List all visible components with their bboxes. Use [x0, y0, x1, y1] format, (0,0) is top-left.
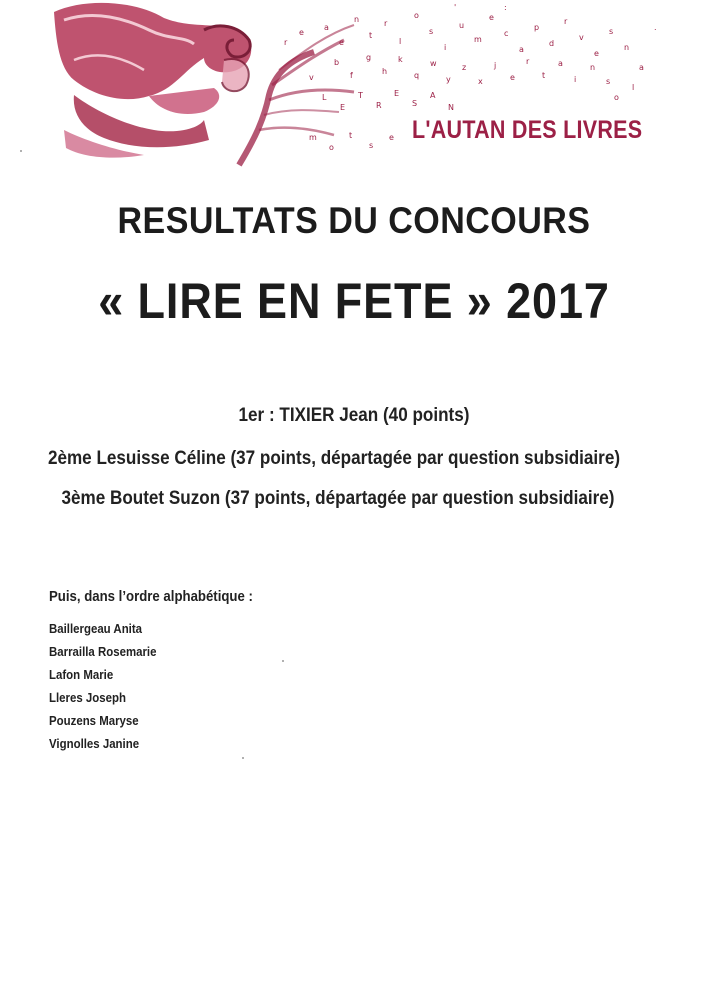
svg-text:t: t [542, 71, 546, 80]
contest-name: « LIRE EN FETE » 2017 [98, 273, 610, 329]
svg-text:s: s [369, 141, 374, 150]
svg-text:E: E [394, 89, 400, 98]
svg-text:n: n [590, 63, 596, 72]
svg-text:': ' [454, 3, 457, 12]
svg-text:k: k [398, 55, 403, 64]
others-list [49, 621, 171, 759]
list-item: Pouzens Maryse [49, 713, 139, 728]
svg-text:l: l [632, 83, 635, 92]
svg-text:A: A [430, 91, 436, 100]
svg-text:y: y [446, 75, 451, 84]
others-intro: Puis, dans l’ordre alphabétique : [49, 588, 253, 605]
svg-text:o: o [614, 93, 619, 102]
list-item: Baillergeau Anita [49, 621, 143, 636]
svg-text:e: e [299, 28, 304, 37]
svg-text:j: j [494, 61, 497, 70]
svg-text:q: q [414, 71, 420, 80]
svg-text:n: n [354, 15, 360, 24]
svg-text:m: m [309, 133, 317, 142]
winner-third: 3ème Boutet Suzon (37 points, départagée par question subsidiaire) [61, 488, 615, 509]
svg-text:m: m [474, 35, 482, 44]
svg-text:E: E [340, 103, 346, 112]
wind-figure-icon [54, 3, 251, 158]
svg-text:a: a [324, 23, 329, 32]
svg-text:o: o [329, 143, 334, 152]
svg-text:z: z [462, 63, 467, 72]
svg-text:T: T [358, 91, 363, 100]
svg-text:v: v [579, 33, 584, 42]
list-item: Barrailla Rosemarie [49, 644, 157, 659]
svg-text:t: t [369, 31, 373, 40]
svg-text:e: e [510, 73, 515, 82]
svg-text:p: p [534, 23, 540, 32]
svg-text:r: r [526, 57, 530, 66]
svg-text:h: h [382, 67, 388, 76]
svg-text:i: i [574, 75, 577, 84]
svg-text:s: s [606, 77, 611, 86]
svg-text:S: S [412, 99, 418, 108]
scan-speck [282, 660, 284, 662]
svg-text:g: g [366, 53, 372, 62]
svg-text:b: b [334, 58, 340, 67]
svg-text:r: r [384, 19, 388, 28]
svg-text:a: a [639, 63, 644, 72]
svg-text:x: x [478, 77, 483, 86]
svg-text:w: w [430, 59, 437, 68]
svg-text:R: R [376, 101, 382, 110]
tree-icon [239, 25, 354, 165]
scan-speck [20, 150, 22, 152]
svg-text:e: e [594, 49, 599, 58]
svg-text:c: c [504, 29, 509, 38]
svg-text:u: u [459, 21, 465, 30]
scan-speck [242, 757, 244, 759]
svg-text:.: . [654, 23, 657, 32]
svg-text:d: d [549, 39, 555, 48]
svg-text:i: i [444, 43, 447, 52]
list-item: Lleres Joseph [49, 690, 126, 705]
svg-text:a: a [558, 59, 563, 68]
page-title: RESULTATS DU CONCOURS [117, 200, 591, 241]
svg-text:r: r [284, 38, 288, 47]
svg-text:e: e [339, 38, 344, 47]
svg-text:v: v [309, 73, 314, 82]
list-item: Lafon Marie [49, 667, 114, 682]
svg-text:l: l [399, 37, 402, 46]
svg-text:e: e [389, 133, 394, 142]
svg-text::: : [504, 3, 507, 12]
winner-first: 1er : TIXIER Jean (40 points) [238, 405, 470, 426]
svg-text:s: s [429, 27, 434, 36]
brand-name: L'AUTAN DES LIVRES [412, 116, 643, 144]
svg-text:n: n [624, 43, 630, 52]
svg-text:r: r [564, 17, 568, 26]
svg-text:t: t [349, 131, 353, 140]
svg-text:f: f [350, 71, 353, 80]
svg-text:L: L [322, 93, 327, 102]
svg-text:a: a [519, 45, 524, 54]
list-item: Vignolles Janine [49, 736, 140, 751]
svg-text:N: N [448, 103, 454, 112]
winner-second: 2ème Lesuisse Céline (37 points, départagée par question subsidiaire) [47, 448, 621, 469]
svg-text:e: e [489, 13, 494, 22]
svg-text:o: o [414, 11, 419, 20]
svg-text:s: s [609, 27, 614, 36]
